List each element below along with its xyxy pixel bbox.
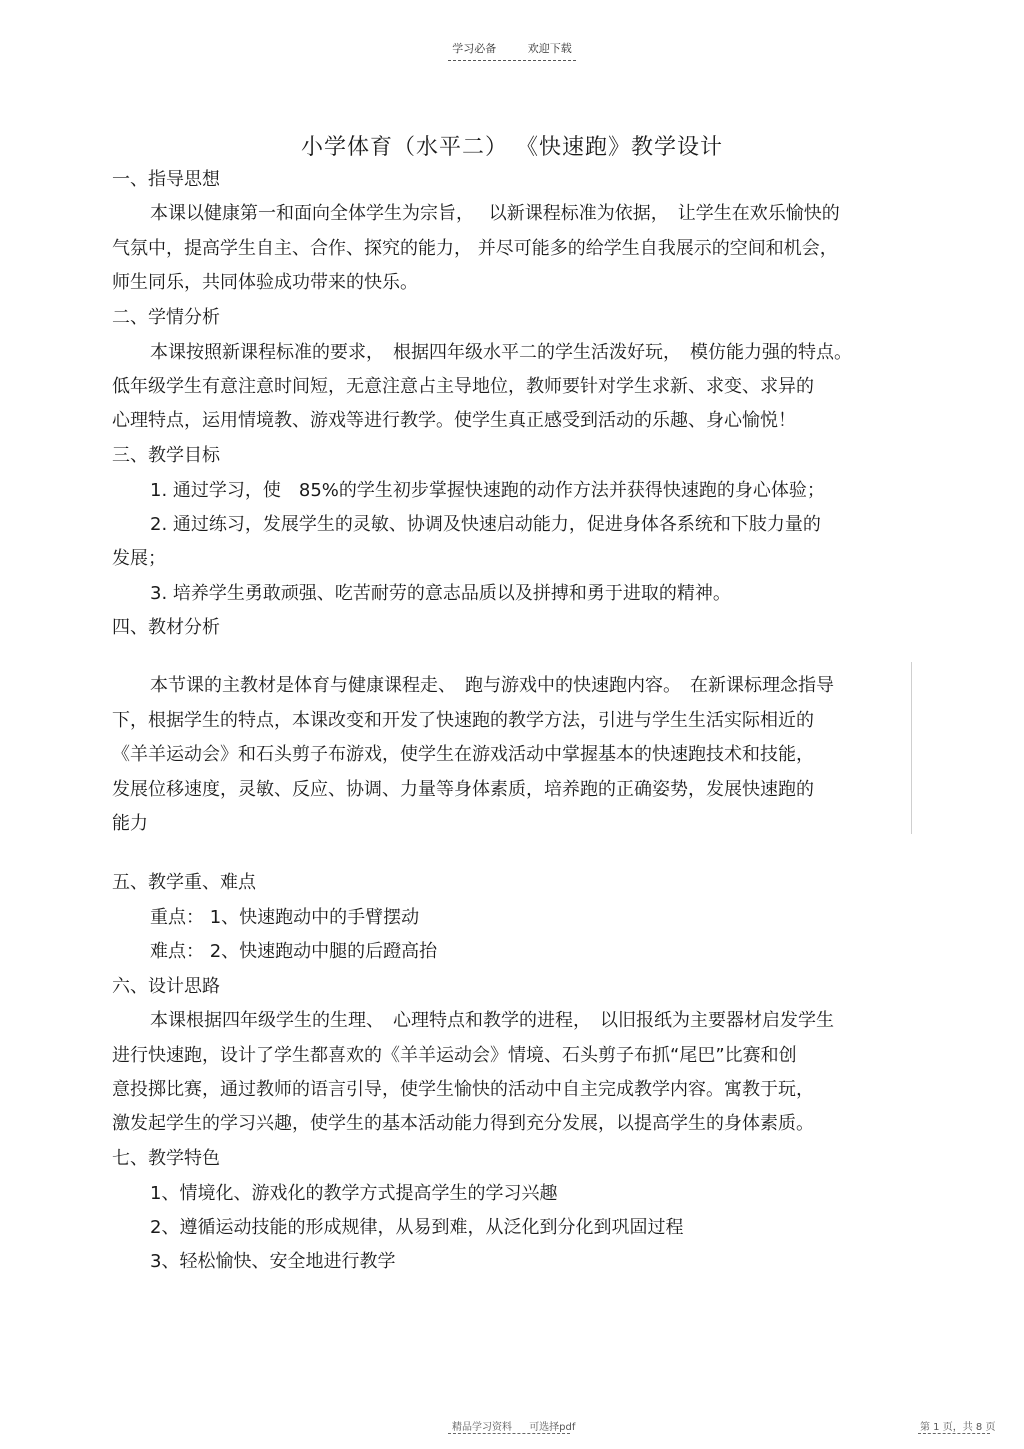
feature-item-2: 2、遵循运动技能的形成规律，从易到难，从泛化到分化到巩固过程 (150, 1217, 684, 1238)
difficulty-line: 难点： 2、快速跑动中腿的后蹬高抬 (150, 941, 438, 962)
feature-item-3: 3、轻松愉快、安全地进行教学 (150, 1251, 396, 1272)
paragraph-line: 发展； (112, 548, 166, 569)
feature-item-1: 1、情境化、游戏化的教学方式提高学生的学习兴趣 (150, 1183, 558, 1204)
section-heading-5: 五、教学重、难点 (112, 872, 256, 893)
header-left-text: 学习必备 (452, 42, 497, 55)
section-heading-3: 三、教学目标 (112, 445, 220, 466)
goal-item-1: 1. 通过学习，使 85%的学生初步掌握快速跑的动作方法并获得快速跑的身心体验； (150, 480, 825, 501)
footer-left-text-1: 精品学习资料 (452, 1422, 512, 1433)
paragraph-line: 激发起学生的学习兴趣，使学生的基本活动能力得到充分发展，以提高学生的身体素质。 (112, 1113, 814, 1134)
paragraph-line: 下，根据学生的特点，本课改变和开发了快速跑的教学方法，引进与学生生活实际相近的 (112, 710, 814, 731)
paragraph-line: 本节课的主教材是体育与健康课程走、 跑与游戏中的快速跑内容。 在新课标理念指导 (150, 675, 834, 696)
header-divider (448, 60, 576, 61)
paragraph-line: 本课以健康第一和面向全体学生为宗旨， 以新课程标准为依据， 让学生在欢乐愉快的 (150, 203, 840, 224)
section-heading-2: 二、学情分析 (112, 307, 220, 328)
section-heading-4: 四、教材分析 (112, 617, 220, 638)
paragraph-line: 本课根据四年级学生的生理、 心理特点和教学的进程， 以旧报纸为主要器材启发学生 (150, 1010, 834, 1031)
footer-left (452, 1418, 589, 1433)
goal-item-2: 2. 通过练习，发展学生的灵敏、协调及快速启动能力，促进身体各系统和下肢力量的 (150, 514, 821, 535)
paragraph-line: 进行快速跑，设计了学生都喜欢的《羊羊运动会》情境、石头剪子布抓“尾巴”比赛和创 (112, 1045, 797, 1066)
paragraph-line: 低年级学生有意注意时间短，无意注意占主导地位，教师要针对学生求新、求变、求异的 (112, 376, 814, 397)
header-right-text: 欢迎下载 (527, 42, 572, 55)
key-point-line: 重点： 1、快速跑动中的手臂摆动 (150, 907, 420, 928)
section-heading-6: 六、设计思路 (112, 976, 220, 997)
paragraph-line: 发展位移速度，灵敏、反应、协调、力量等身体素质，培养跑的正确姿势，发展快速跑的 (112, 779, 814, 800)
section-heading-1: 一、指导思想 (112, 169, 220, 190)
document-title: 小学体育（水平二） 《快速跑》教学设计 (301, 135, 723, 160)
page-number: 第 1 页，共 8 页 (920, 1422, 996, 1433)
margin-rule (911, 662, 912, 834)
paragraph-line: 《羊羊运动会》和石头剪子布游戏，使学生在游戏活动中掌握基本的快速跑技术和技能， (112, 744, 814, 765)
goal-item-3: 3. 培养学生勇敢顽强、吃苦耐劳的意志品质以及拼搏和勇于进取的精神。 (150, 583, 731, 604)
paragraph-line: 意投掷比赛，通过教师的语言引导，使学生愉快的活动中自主完成教学内容。寓教于玩， (112, 1079, 814, 1100)
footer-left-text-2: 可选择pdf (529, 1422, 576, 1433)
paragraph-line: 能力 (112, 813, 148, 834)
footer-divider-right (918, 1433, 990, 1434)
paragraph-line: 心理特点，运用情境教、游戏等进行教学。使学生真正感受到活动的乐趣、身心愉悦！ (112, 410, 796, 431)
page-header (0, 40, 1024, 56)
footer-divider-left (448, 1433, 570, 1434)
paragraph-line: 师生同乐，共同体验成功带来的快乐。 (112, 272, 418, 293)
paragraph-line: 气氛中，提高学生自主、合作、探究的能力， 并尽可能多的给学生自我展示的空间和机会， (112, 238, 838, 259)
paragraph-line: 本课按照新课程标准的要求， 根据四年级水平二的学生活泼好玩， 模仿能力强的特点。 (150, 342, 852, 363)
section-heading-7: 七、教学特色 (112, 1148, 220, 1169)
